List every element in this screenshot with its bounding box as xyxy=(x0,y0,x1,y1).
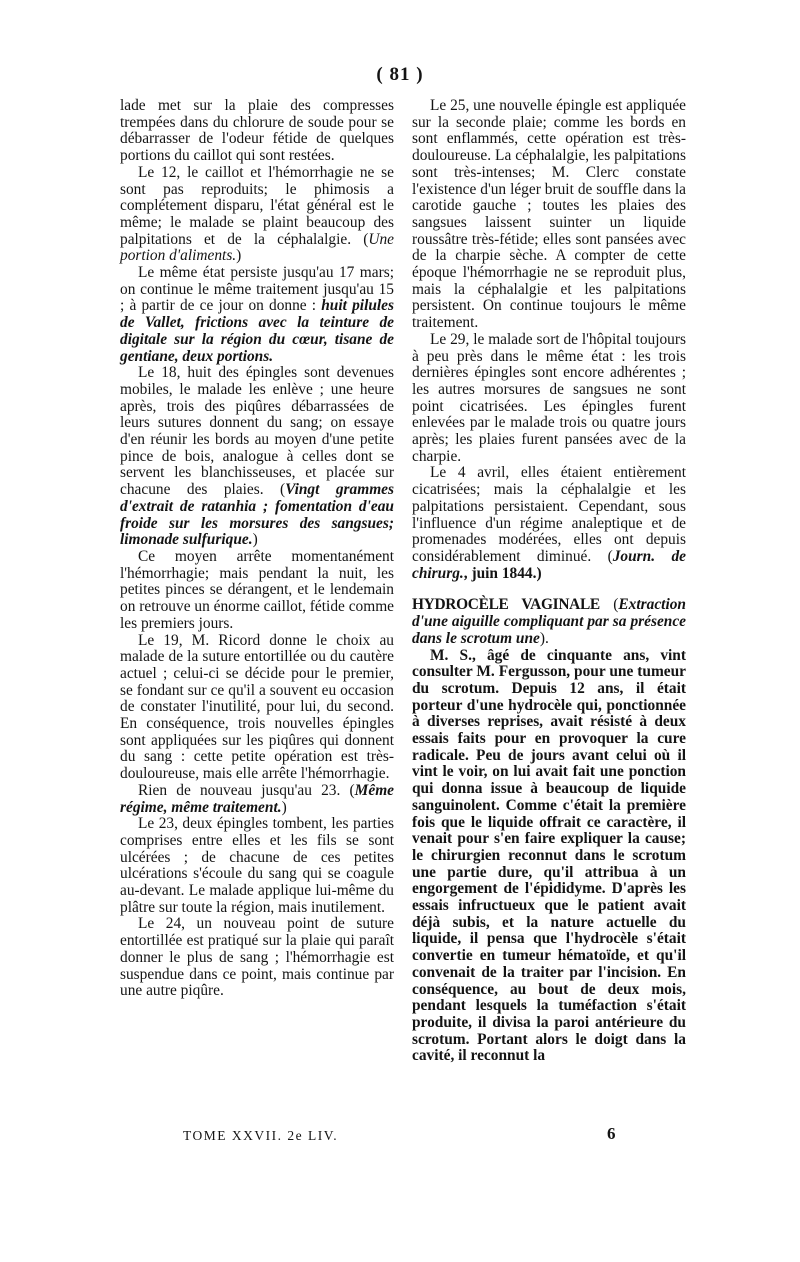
left-column xyxy=(120,98,394,1000)
paragraph: lade met sur la plaie des compresses trempées dans du chlorure de soude pour se débarrasser de l'odeur fétide de quelques portions du caillot qui sont restées. xyxy=(120,97,394,165)
treatment-note: Même régime, même traitement. xyxy=(120,781,394,816)
signature-mark: TOME XXVII. 2e LIV. xyxy=(183,1128,339,1143)
paragraph-text: ) xyxy=(236,247,242,265)
paragraph-text: ). xyxy=(539,629,549,647)
paragraph xyxy=(120,265,394,365)
paragraph-text: , juin 1844.) xyxy=(463,564,542,582)
paragraph: Le 23, deux épingles tombent, les parties comprises entre elles et les fils se sont ulcérées ; de chacune de ces petites ulcérations s'écoule du sang qui se coagule au-devant. Le malade applique lui-même du plâtre sur toute la région, mais inutilement. xyxy=(120,815,394,916)
paragraph-text: ) xyxy=(281,798,287,816)
section-subtitle: Extraction d'une aiguille compliquant par sa présence dans le scrotum une xyxy=(412,596,686,647)
paragraph: M. S., âgé de cinquante ans, vint consulter M. Fergusson, pour une tumeur du scrotum. Depuis 12 ans, il était porteur d'une hydrocèle qui, ponctionnée à diverses reprises, avait résisté à deux essais faits pour en provoquer la cure radicale. Peu de jours avant celui où il vint le voir, on lui avait fait une ponction qui donna issue à beaucoup de liquide sanguinolent. Comme c'était la première fois que le liquide offrait ce caractère, il venait pour s'en faire expliquer la cause; le chirurgien reconnut dans le scrotum une partie dure, qu'il attribua à un engorgement de l'épididyme. D'après les essais infructueux que le patient avait déjà subis, et la nature actuelle du liquide, il pensa que l'hydrocèle s'était convertie en tumeur hématoïde, et qu'il convenait de la traiter par l'incision. En conséquence, au bout de deux mois, pendant lesquels la tuméfaction s'était produite, il divisa la paroi antérieure du scrotum. Portant alors le doigt dans la cavité, il reconnut la xyxy=(412,646,686,1065)
right-column xyxy=(412,98,686,1065)
citation: Journ. de chirurg. xyxy=(412,547,686,582)
paragraph-text: Le même état persiste jusqu'au 17 mars; on continue le même traitement jusqu'au 15 ; à partir de ce jour on donne : xyxy=(120,264,394,315)
paragraph-text: Le 12, le caillot et l'hémorrhagie ne se sont pas reproduits; le phimosis a complétement disparu, l'état général est le même; le malade se plaint beaucoup des palpitations et de la céphalalgie. ( xyxy=(120,163,394,248)
paragraph: Ce moyen arrête momentanément l'hémorrhagie; mais pendant la nuit, les petites pinces se dérangent, et le lendemain on retrouve un énorme caillot, fétide comme les premiers jours. xyxy=(120,547,394,632)
paragraph xyxy=(120,783,394,816)
paragraph: Le 25, une nouvelle épingle est appliquée sur la seconde plaie; comme les bords en sont enflammés, cette opération est très-douloureuse. La céphalalgie, les palpitations sont très-intenses; M. Clerc constate l'existence d'un léger bruit de souffle dans la carotide gauche ; toutes les plaies des sangsues laissent suinter un liquide roussâtre très-fétide; elles sont pansées avec de la charpie sèche. A compter de cette époque l'hémorrhagie ne se reproduit plus, mais la céphalalgie et les palpitations persistent. On continue toujours le même traitement. xyxy=(412,97,686,332)
section-title: HYDROCÈLE VAGINALE xyxy=(412,596,600,614)
paragraph xyxy=(120,165,394,265)
paragraph-text: ( xyxy=(599,596,619,614)
paragraph: Le 29, le malade sort de l'hôpital toujours à peu près dans le même état : les trois dernières épingles sont encore adhérentes ; les autres morsures de sangsues ne sont point cicatrisées. Les épingles furent enlevées par le malade trois ou quatre jours après; les plaies furent pansées avec de la charpie. xyxy=(412,330,686,465)
diet-note: Une portion d'aliments. xyxy=(120,230,394,265)
section-heading xyxy=(412,597,686,647)
paragraph xyxy=(120,365,394,549)
page-number: ( 81 ) xyxy=(376,64,424,85)
paragraph xyxy=(412,465,686,582)
treatment-note: huit pilules de Vallet, frictions avec la teinture de digitale sur la région du cœur, tisane de gentiane, deux portions. xyxy=(120,297,394,365)
section-separator xyxy=(412,582,686,597)
paragraph-text: Le 4 avril, elles étaient entièrement cicatrisées; mais la céphalalgie et les palpitations persistaient. Cependant, sous l'influence d'un régime analeptique et de promenades modérées, elles ont depuis considérablement diminué. ( xyxy=(412,464,686,565)
treatment-note: Vingt grammes d'extrait de ratanhia ; fomentation d'eau froide sur les morsures des sangsues; limonade sulfurique. xyxy=(120,481,394,549)
paragraph-text: Rien de nouveau jusqu'au 23. ( xyxy=(138,781,355,799)
paragraph: Le 19, M. Ricord donne le choix au malade de la suture entortillée ou du cautère actuel ; celui-ci se décide pour le premier, se fondant sur ce qu'il a souvent eu occasion de constater l'inutilité, pour lui, du second. En conséquence, trois nouvelles épingles sont appliquées sur les piqûres qui donnent du sang : cette petite opération est très-douloureuse, mais elle arrête l'hémorrhagie. xyxy=(120,631,394,783)
paragraph: Le 24, un nouveau point de suture entortillée est pratiqué sur la plaie qui paraît donner le plus de sang ; l'hémorrhagie est suspendue dans ce point, mais continue par une autre piqûre. xyxy=(120,915,394,1000)
signature-number: 6 xyxy=(607,1124,616,1143)
paragraph-text: ) xyxy=(252,531,258,549)
paragraph-text: Le 18, huit des épingles sont devenues mobiles, le malade les enlève ; une heure après, trois des piqûres débarrassées de leurs sutures donnent du sang; on essaye d'en réunir les bords au moyen d'une petite pince de bois, analogue à celles dont se servent les blanchisseuses, et placée sur chacune des plaies. ( xyxy=(120,364,394,499)
